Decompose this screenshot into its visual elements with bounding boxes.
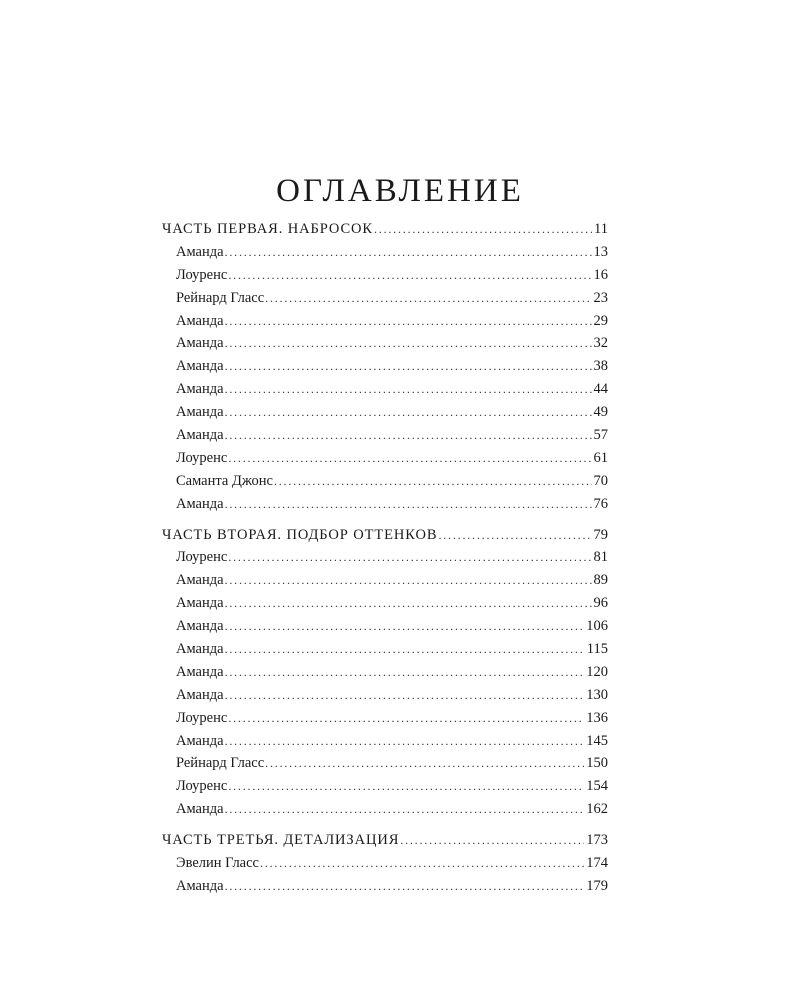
page-number: 44 bbox=[593, 381, 608, 398]
chapter-title: Аманда bbox=[176, 427, 224, 444]
dot-leader bbox=[225, 332, 592, 355]
toc-chapter-entry bbox=[162, 707, 608, 730]
dot-leader bbox=[228, 546, 591, 569]
page-number: 115 bbox=[586, 641, 608, 658]
toc-part-block bbox=[162, 829, 608, 898]
toc-part-block bbox=[162, 524, 608, 822]
page-number: 89 bbox=[593, 572, 608, 589]
toc-chapter-entry bbox=[162, 424, 608, 447]
chapter-title: Аманда bbox=[176, 595, 224, 612]
chapter-title: Лоуренс bbox=[176, 549, 228, 566]
page-number: 29 bbox=[593, 312, 608, 329]
chapter-title: Аманда bbox=[176, 801, 224, 818]
page-number: 61 bbox=[593, 449, 608, 466]
toc-chapter-entry bbox=[162, 378, 608, 401]
page-number: 173 bbox=[586, 832, 608, 849]
chapter-title: Лоуренс bbox=[176, 778, 228, 795]
page-number: 70 bbox=[593, 472, 608, 489]
chapter-title: Аманда bbox=[176, 686, 224, 703]
toc-chapter-entry bbox=[162, 569, 608, 592]
dot-leader bbox=[225, 875, 585, 898]
dot-leader bbox=[225, 569, 592, 592]
page-number: 120 bbox=[586, 663, 608, 680]
toc-chapter-entry bbox=[162, 493, 608, 516]
dot-leader bbox=[265, 752, 584, 775]
part-title: ЧАСТЬ ТРЕТЬЯ. ДЕТАЛИЗАЦИЯ bbox=[162, 832, 400, 849]
page-number: 57 bbox=[593, 427, 608, 444]
toc-part-entry bbox=[162, 524, 608, 547]
dot-leader bbox=[225, 493, 592, 516]
page-number: 23 bbox=[593, 289, 608, 306]
chapter-title: Лоуренс bbox=[176, 709, 228, 726]
page-number: 11 bbox=[594, 221, 608, 237]
page-number: 32 bbox=[593, 335, 608, 352]
page-number: 154 bbox=[586, 778, 608, 795]
toc-chapter-entry bbox=[162, 592, 608, 615]
toc-chapter-entry bbox=[162, 752, 608, 775]
toc-chapter-entry bbox=[162, 401, 608, 424]
chapter-title: Лоуренс bbox=[176, 266, 228, 283]
toc-chapter-entry bbox=[162, 355, 608, 378]
page-number: 81 bbox=[593, 549, 608, 566]
dot-leader bbox=[225, 684, 585, 707]
page-number: 162 bbox=[586, 801, 608, 818]
dot-leader bbox=[265, 287, 591, 310]
dot-leader bbox=[400, 829, 584, 852]
chapter-title: Аманда bbox=[176, 618, 224, 635]
dot-leader bbox=[225, 798, 585, 821]
page-title: ОГЛАВЛЕНИЕ bbox=[276, 173, 524, 209]
dot-leader bbox=[274, 470, 592, 493]
page-number: 174 bbox=[586, 855, 608, 872]
dot-leader bbox=[374, 218, 592, 241]
dot-leader bbox=[225, 241, 592, 264]
toc-chapter-entry bbox=[162, 287, 608, 310]
table-of-contents bbox=[162, 218, 608, 906]
chapter-title: Аманда bbox=[176, 312, 224, 329]
dot-leader bbox=[228, 775, 584, 798]
chapter-title: Аманда bbox=[176, 243, 224, 260]
toc-chapter-entry bbox=[162, 332, 608, 355]
toc-chapter-entry bbox=[162, 684, 608, 707]
chapter-title: Аманда bbox=[176, 877, 224, 894]
dot-leader bbox=[228, 707, 584, 730]
dot-leader bbox=[225, 401, 592, 424]
page-number: 145 bbox=[586, 732, 608, 749]
page-number: 76 bbox=[593, 495, 608, 512]
dot-leader bbox=[225, 310, 592, 333]
page-number: 79 bbox=[593, 526, 608, 543]
page-number: 150 bbox=[586, 755, 608, 772]
chapter-title: Саманта Джонс bbox=[176, 472, 273, 489]
dot-leader bbox=[228, 447, 591, 470]
toc-chapter-entry bbox=[162, 852, 608, 875]
dot-leader bbox=[225, 615, 585, 638]
toc-chapter-entry bbox=[162, 615, 608, 638]
toc-chapter-entry bbox=[162, 264, 608, 287]
page-number: 179 bbox=[586, 877, 608, 894]
toc-chapter-entry bbox=[162, 875, 608, 898]
toc-chapter-entry bbox=[162, 470, 608, 493]
dot-leader bbox=[225, 638, 585, 661]
chapter-title: Аманда bbox=[176, 641, 224, 658]
chapter-title: Аманда bbox=[176, 381, 224, 398]
dot-leader bbox=[438, 524, 591, 547]
part-title: ЧАСТЬ ПЕРВАЯ. НАБРОСОК bbox=[162, 221, 373, 237]
chapter-title: Рейнард Гласс bbox=[176, 289, 265, 306]
part-title: ЧАСТЬ ВТОРАЯ. ПОДБОР ОТТЕНКОВ bbox=[162, 526, 438, 543]
toc-chapter-entry bbox=[162, 241, 608, 264]
toc-chapter-entry bbox=[162, 730, 608, 753]
toc-chapter-entry bbox=[162, 447, 608, 470]
chapter-title: Аманда bbox=[176, 732, 224, 749]
chapter-title: Аманда bbox=[176, 495, 224, 512]
dot-leader bbox=[225, 355, 592, 378]
dot-leader bbox=[225, 661, 585, 684]
chapter-title: Аманда bbox=[176, 404, 224, 421]
page-number: 130 bbox=[586, 686, 608, 703]
dot-leader bbox=[260, 852, 584, 875]
chapter-title: Аманда bbox=[176, 663, 224, 680]
dot-leader bbox=[228, 264, 591, 287]
toc-part-entry bbox=[162, 218, 608, 241]
chapter-title: Аманда bbox=[176, 572, 224, 589]
toc-part-entry bbox=[162, 829, 608, 852]
dot-leader bbox=[225, 378, 592, 401]
toc-chapter-entry bbox=[162, 546, 608, 569]
toc-chapter-entry bbox=[162, 638, 608, 661]
page-number: 106 bbox=[586, 618, 608, 635]
page-number: 38 bbox=[593, 358, 608, 375]
page-number: 96 bbox=[593, 595, 608, 612]
toc-part-block bbox=[162, 218, 608, 516]
toc-chapter-entry bbox=[162, 661, 608, 684]
chapter-title: Эвелин Гласс bbox=[176, 855, 259, 872]
dot-leader bbox=[225, 730, 585, 753]
page-number: 16 bbox=[593, 266, 608, 283]
toc-chapter-entry bbox=[162, 775, 608, 798]
page-number: 49 bbox=[593, 404, 608, 421]
chapter-title: Рейнард Гласс bbox=[176, 755, 265, 772]
page-number: 136 bbox=[586, 709, 608, 726]
chapter-title: Аманда bbox=[176, 358, 224, 375]
toc-chapter-entry bbox=[162, 798, 608, 821]
dot-leader bbox=[225, 424, 592, 447]
toc-chapter-entry bbox=[162, 310, 608, 333]
chapter-title: Аманда bbox=[176, 335, 224, 352]
page-number: 13 bbox=[593, 243, 608, 260]
dot-leader bbox=[225, 592, 592, 615]
chapter-title: Лоуренс bbox=[176, 449, 228, 466]
